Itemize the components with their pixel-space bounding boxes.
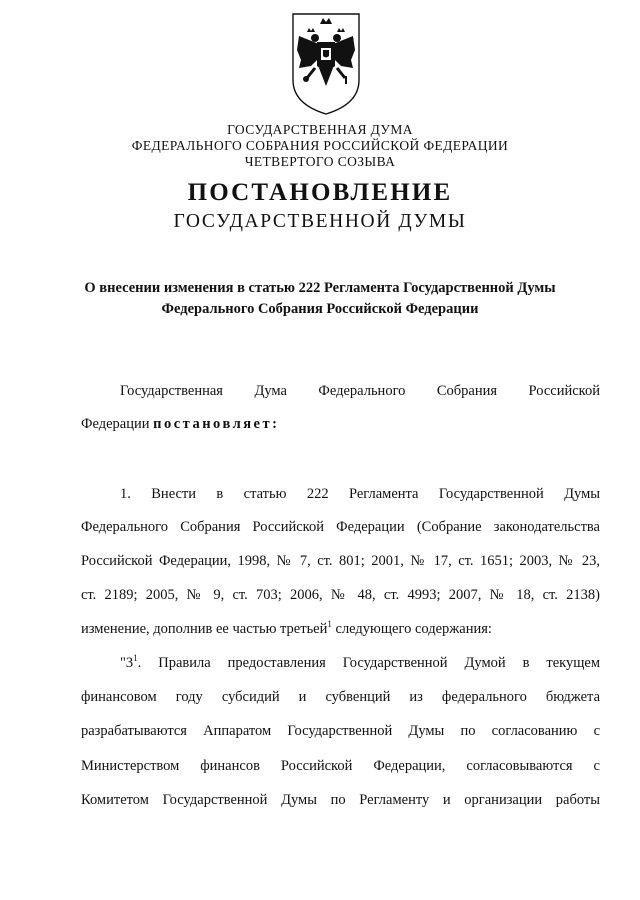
- org-line-1: ГОСУДАРСТВЕННАЯ ДУМА: [227, 122, 413, 137]
- preamble-line-2: [81, 415, 600, 433]
- org-line-3: ЧЕТВЕРТОГО СОЗЫВА: [244, 154, 396, 169]
- document-subtitle: ГОСУДАРСТВЕННОЙ ДУМЫ: [173, 211, 467, 232]
- quote-line-5: Комитетом Государственной Думы по Регламенту и организации работы: [81, 792, 600, 808]
- item1-line-3: Российской Федерации, 1998, № 7, ст. 801; 2001, № 17, ст. 1651; 2003, № 23,: [81, 553, 600, 569]
- item1-line-4: ст. 2189; 2005, № 9, ст. 703; 2006, № 48, ст. 4993; 2007, № 18, ст. 2138): [81, 587, 600, 603]
- quote-line-3: разрабатываются Аппаратом Государственной Думы по согласованию с: [81, 723, 600, 739]
- preamble-line-1: Государственная Дума Федерального Собрания Российской: [120, 383, 600, 399]
- org-line-2: ФЕДЕРАЛЬНОГО СОБРАНИЯ РОССИЙСКОЙ ФЕДЕРАЦИИ: [131, 138, 509, 153]
- subject-line-1: О внесении изменения в статью 222 Регламента Государственной Думы: [84, 280, 556, 296]
- item1-line-1: 1. Внести в статью 222 Регламента Государственной Думы: [120, 486, 600, 502]
- resolves-word: постановляет:: [153, 416, 280, 432]
- quote-line-2: финансовом году субсидий и субвенций из федерального бюджета: [81, 689, 600, 705]
- document-title: ПОСТАНОВЛЕНИЕ: [187, 179, 453, 206]
- superscript: 1: [133, 653, 138, 663]
- quote-line-1: [120, 654, 600, 672]
- preamble-text: Федерации: [81, 416, 154, 432]
- subject-line-2: Федерального Собрания Российской Федерации: [161, 301, 479, 317]
- quote-number: "3: [120, 655, 134, 671]
- item1-line-5: [81, 620, 600, 638]
- quote-line-4: Министерством финансов Российской Федерации, согласовываются с: [81, 758, 600, 774]
- item1-line-2: Федерального Собрания Российской Федерации (Собрание законодательства: [81, 519, 600, 535]
- superscript: 1: [327, 619, 332, 629]
- item1-line-5-text: изменение, дополнив ее частью третьей: [81, 621, 328, 637]
- quote-line-1-text: . Правила предоставления Государственной Думой в текущем: [137, 655, 600, 671]
- state-emblem-icon: [289, 10, 363, 118]
- item1-line-5-tail: следующего содержания:: [331, 621, 492, 637]
